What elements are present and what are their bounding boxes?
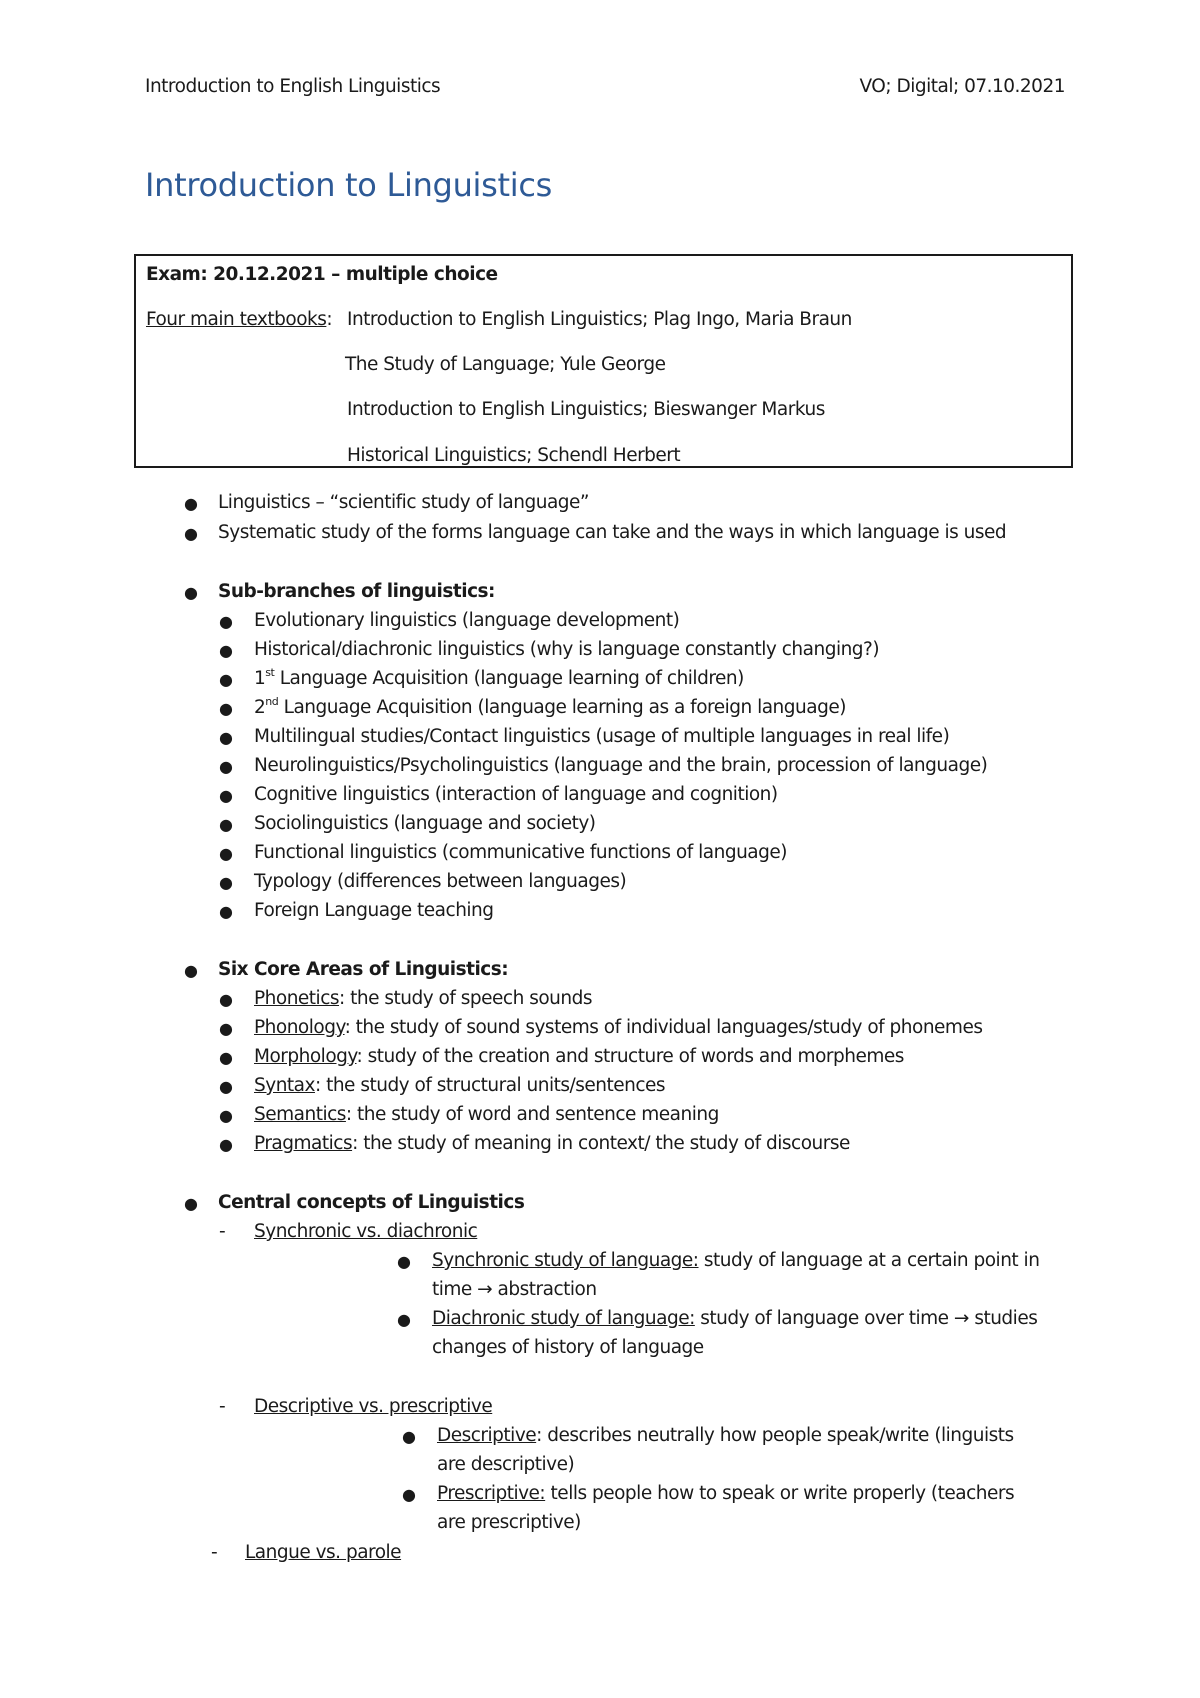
prescriptive-item-cont: are prescriptive) — [437, 1512, 581, 1533]
bullet-icon: ● — [219, 641, 233, 660]
list-item: Historical/diachronic linguistics (why is language constantly changing?) — [254, 639, 880, 660]
term: Pragmatics — [254, 1133, 353, 1154]
page-title: Introduction to Linguistics — [145, 166, 553, 204]
list-item: Systematic study of the forms language can take and the ways in which language is used — [218, 522, 1007, 543]
desc-title: Descriptive vs. prescriptive — [254, 1396, 493, 1417]
list-item-text: Language Acquisition (language learning as a foreign language) — [283, 697, 846, 718]
bullet-icon: ● — [184, 494, 198, 513]
definition: : the study of sound systems of individual languages/study of phonemes — [344, 1017, 983, 1038]
textbook-4: Historical Linguistics; Schendl Herbert — [347, 445, 681, 466]
term: Semantics — [254, 1104, 346, 1125]
textbooks-label: Four main textbooks — [146, 309, 327, 330]
bullet-icon: ● — [402, 1427, 416, 1446]
textbooks-row — [146, 309, 852, 330]
bullet-icon: ● — [402, 1485, 416, 1504]
prescriptive-item — [437, 1483, 1014, 1504]
bullet-icon: ● — [219, 612, 233, 631]
core-item-pragmatics — [254, 1133, 850, 1154]
bullet-icon: ● — [184, 583, 198, 602]
ordinal-suffix: nd — [265, 695, 279, 708]
dash-marker: - — [219, 1396, 226, 1417]
ordinal-suffix: st — [265, 666, 275, 679]
textbooks-colon: : — [326, 309, 333, 330]
term: Synchronic study of language: — [432, 1250, 699, 1271]
list-item-ordinal — [254, 668, 744, 689]
sync-item-cont: time → abstraction — [432, 1279, 597, 1300]
ordinal-number: 2 — [254, 697, 266, 718]
list-item: Typology (differences between languages) — [254, 871, 627, 892]
ordinal-number: 1 — [254, 668, 266, 689]
bullet-icon: ● — [219, 815, 233, 834]
page-header — [145, 76, 1065, 97]
list-item: Evolutionary linguistics (language development) — [254, 610, 680, 631]
bullet-icon: ● — [219, 844, 233, 863]
core-item-syntax — [254, 1075, 665, 1096]
definition: : the study of structural units/sentences — [314, 1075, 666, 1096]
bullet-icon: ● — [184, 961, 198, 980]
core-item-semantics — [254, 1104, 719, 1125]
header-course: Introduction to English Linguistics — [145, 76, 441, 97]
bullet-icon: ● — [219, 902, 233, 921]
dash-marker: - — [219, 1221, 226, 1242]
term: Descriptive — [437, 1425, 537, 1446]
central-heading: Central concepts of Linguistics — [218, 1192, 525, 1213]
definition: : describes neutrally how people speak/write (linguists — [536, 1425, 1014, 1446]
term: Prescriptive: — [437, 1483, 546, 1504]
term: Phonology — [254, 1017, 345, 1038]
list-item: Linguistics – “scientific study of language” — [218, 492, 589, 513]
term: Morphology — [254, 1046, 357, 1067]
bullet-icon: ● — [184, 1194, 198, 1213]
bullet-icon: ● — [219, 1077, 233, 1096]
bullet-icon: ● — [219, 786, 233, 805]
descriptive-item-cont: are descriptive) — [437, 1454, 575, 1475]
list-item: Sociolinguistics (language and society) — [254, 813, 596, 834]
bullet-icon: ● — [219, 873, 233, 892]
definition: study of language at a certain point in — [698, 1250, 1040, 1271]
diachronic-item-cont: changes of history of language — [432, 1337, 704, 1358]
bullet-icon: ● — [219, 728, 233, 747]
textbook-2: The Study of Language; Yule George — [345, 354, 666, 375]
descriptive-item — [437, 1425, 1014, 1446]
list-item: Functional linguistics (communicative functions of language) — [254, 842, 787, 863]
bullet-icon: ● — [219, 1106, 233, 1125]
definition: : study of the creation and structure of words and morphemes — [356, 1046, 904, 1067]
header-date: VO; Digital; 07.10.2021 — [859, 76, 1065, 97]
core-item-phonology — [254, 1017, 982, 1038]
definition: study of language over time → studies — [694, 1308, 1038, 1329]
bullet-icon: ● — [397, 1252, 411, 1271]
bullet-icon: ● — [219, 699, 233, 718]
exam-info-box — [134, 254, 1073, 468]
bullet-icon: ● — [219, 670, 233, 689]
definition: tells people how to speak or write properly (teachers — [545, 1483, 1015, 1504]
definition: : the study of word and sentence meaning — [345, 1104, 719, 1125]
bullet-icon: ● — [184, 524, 198, 543]
sync-item — [432, 1250, 1039, 1271]
langue-title: Langue vs. parole — [245, 1542, 402, 1563]
bullet-icon: ● — [219, 757, 233, 776]
list-item-text: Language Acquisition (language learning of children) — [279, 668, 744, 689]
core-heading: Six Core Areas of Linguistics: — [218, 959, 509, 980]
definition: : the study of meaning in context/ the study of discourse — [352, 1133, 850, 1154]
core-item-morphology — [254, 1046, 904, 1067]
textbook-3: Introduction to English Linguistics; Bieswanger Markus — [347, 399, 825, 420]
bullet-icon: ● — [397, 1310, 411, 1329]
bullet-icon: ● — [219, 1019, 233, 1038]
core-item-phonetics — [254, 988, 592, 1009]
bullet-icon: ● — [219, 1048, 233, 1067]
textbook-1: Introduction to English Linguistics; Plag Ingo, Maria Braun — [347, 309, 852, 330]
list-item: Multilingual studies/Contact linguistics (usage of multiple languages in real life) — [254, 726, 950, 747]
bullet-icon: ● — [219, 1135, 233, 1154]
list-item: Neurolinguistics/Psycholinguistics (language and the brain, procession of language) — [254, 755, 988, 776]
dash-marker: - — [211, 1542, 218, 1563]
subbranches-heading: Sub-branches of linguistics: — [218, 581, 495, 602]
exam-line: Exam: 20.12.2021 – multiple choice — [146, 264, 498, 285]
list-item: Cognitive linguistics (interaction of language and cognition) — [254, 784, 778, 805]
bullet-icon: ● — [219, 990, 233, 1009]
diachronic-item — [432, 1308, 1037, 1329]
list-item-ordinal — [254, 697, 846, 718]
term: Phonetics — [254, 988, 340, 1009]
term: Syntax — [254, 1075, 315, 1096]
sync-title: Synchronic vs. diachronic — [254, 1221, 478, 1242]
list-item: Foreign Language teaching — [254, 900, 494, 921]
definition: : the study of speech sounds — [339, 988, 592, 1009]
term: Diachronic study of language: — [432, 1308, 695, 1329]
